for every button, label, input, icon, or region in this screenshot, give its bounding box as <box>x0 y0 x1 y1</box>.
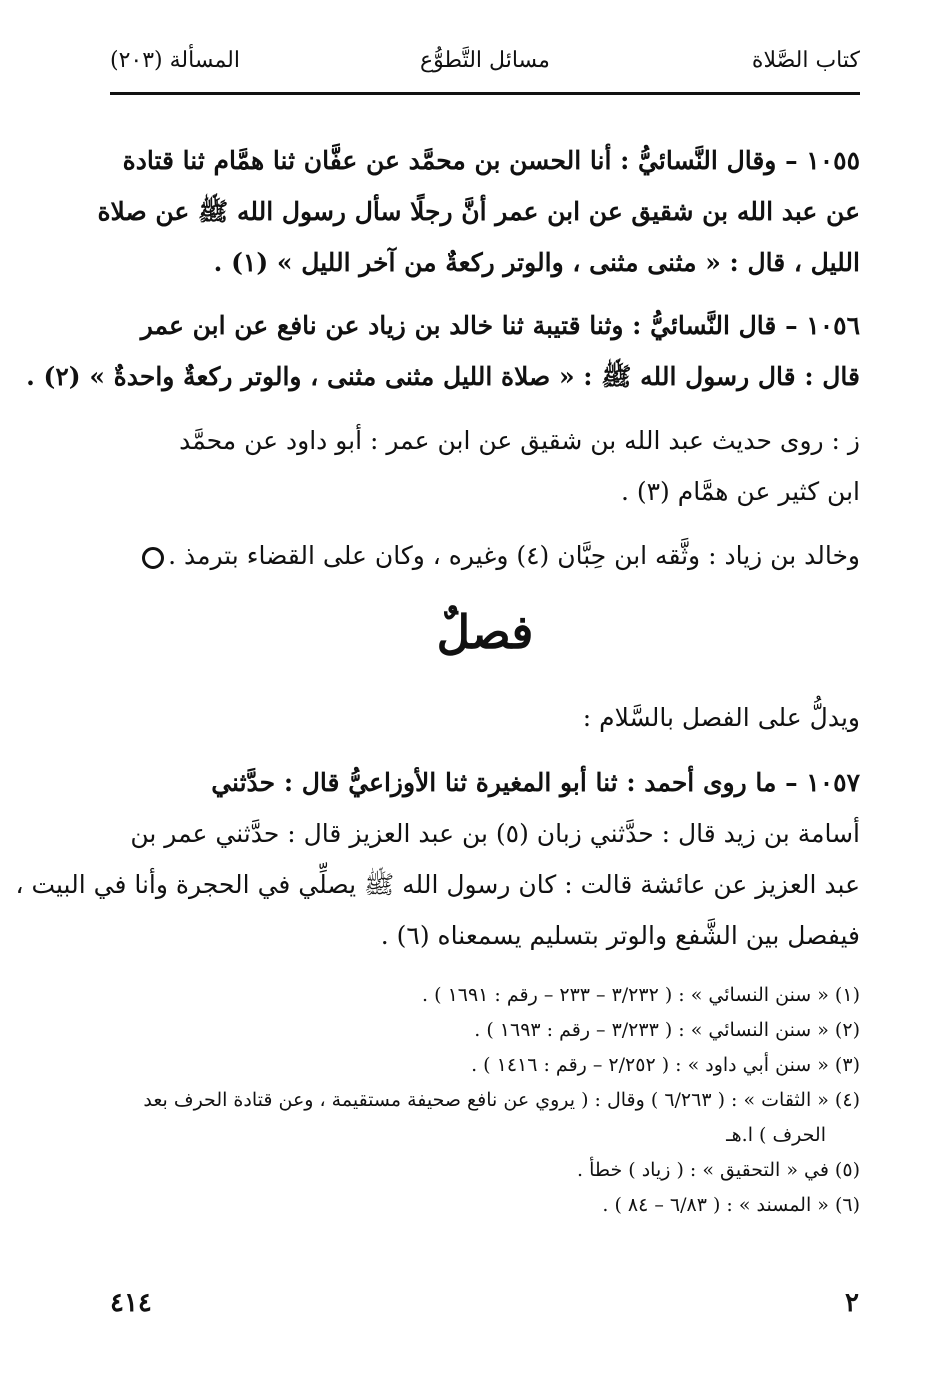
footnote-continuation: الحرف ) ا.هـ <box>726 1124 826 1146</box>
hadith-1057 <box>15 757 860 961</box>
footnote: (٥) في « التحقيق » : ( زياد ) خطأ . <box>577 1159 860 1181</box>
footnote: (٤) « الثقات » : ( ٦/٢٦٣ ) وقال : ( يروي عن نافع صحيفة مستقيمة ، وعن قتادة الحرف بعد <box>143 1089 860 1111</box>
text-line: الليل ، قال : « مثنى مثنى ، والوتر ركعةٌ من آخر الليل » (١) . <box>213 248 860 277</box>
signature-number: ٢ <box>845 1288 859 1318</box>
header-issue-number: المسألة (٢٠٣) <box>110 48 240 73</box>
text-line: ويدلُّ على الفصل بالسَّلام : <box>582 703 860 732</box>
footnote: (١) « سنن النسائي » : ( ٣/٢٣٢ – ٢٣٣ – رقم : ١٦٩١ ) . <box>422 984 860 1006</box>
header-rule <box>110 92 860 95</box>
section-intro <box>110 692 860 743</box>
header-book-title: كتاب الصَّلاة <box>751 48 860 73</box>
text-line: ١٠٥٧ – ما روى أحمد : ثنا أبو المغيرة ثنا الأوزاعيُّ قال : حدَّثني <box>211 768 860 797</box>
commentary-paragraph <box>110 415 860 517</box>
hadith-1055 <box>97 135 860 288</box>
page-number: ٤١٤ <box>110 1288 152 1318</box>
footnotes <box>110 978 860 1223</box>
section-title: فصلٌ <box>436 605 534 659</box>
text-line: ١٠٥٦ – قال النَّسائيُّ : وثنا قتيبة ثنا خالد بن زياد عن نافع عن ابن عمر <box>140 311 860 340</box>
text-line: عن عبد الله بن شقيق عن ابن عمر أنَّ رجلًا سأل رسول الله ﷺ عن صلاة <box>97 197 860 226</box>
text-line: عبد العزيز عن عائشة قالت : كان رسول الله ﷺ يصلِّي في الحجرة وأنا في البيت ، <box>15 870 860 899</box>
text-line: ابن كثير عن همَّام (٣) . <box>620 477 860 506</box>
footnote: (٢) « سنن النسائي » : ( ٣/٢٣٣ – رقم : ١٦٩٣ ) . <box>474 1019 860 1041</box>
header-chapter-title: مسائل التَّطوُّع <box>420 48 550 73</box>
text-line: أسامة بن زيد قال : حدَّثني زبان (٥) بن عبد العزيز قال : حدَّثني عمر بن <box>130 819 860 848</box>
narrator-note <box>110 530 860 581</box>
hadith-1056 <box>26 300 860 402</box>
text-line: قال : قال رسول الله ﷺ : « صلاة الليل مثنى مثنى ، والوتر ركعةٌ واحدةٌ » (٢) . <box>26 362 860 391</box>
text-line: وخالد بن زياد : وثَّقه ابن حِبَّان (٤) وغيره ، وكان على القضاء بترمذ . <box>168 541 860 570</box>
text-line-wrap <box>110 530 860 581</box>
text-line: ز : روى حديث عبد الله بن شقيق عن ابن عمر : أبو داود عن محمَّد <box>179 426 860 455</box>
end-circle-icon <box>142 547 164 569</box>
text-line: فيفصل بين الشَّفع والوتر بتسليم يسمعناه (٦) . <box>380 921 860 950</box>
footnote: (٦) « المسند » : ( ٦/٨٣ – ٨٤ ) . <box>602 1194 860 1216</box>
footnote: (٣) « سنن أبي داود » : ( ٢/٢٥٢ – رقم : ١٤١٦ ) . <box>471 1054 860 1076</box>
text-line: ١٠٥٥ – وقال النَّسائيُّ : أنا الحسن بن محمَّد عن عفَّان ثنا همَّام ثنا قتادة <box>122 146 860 175</box>
running-header <box>110 42 860 82</box>
